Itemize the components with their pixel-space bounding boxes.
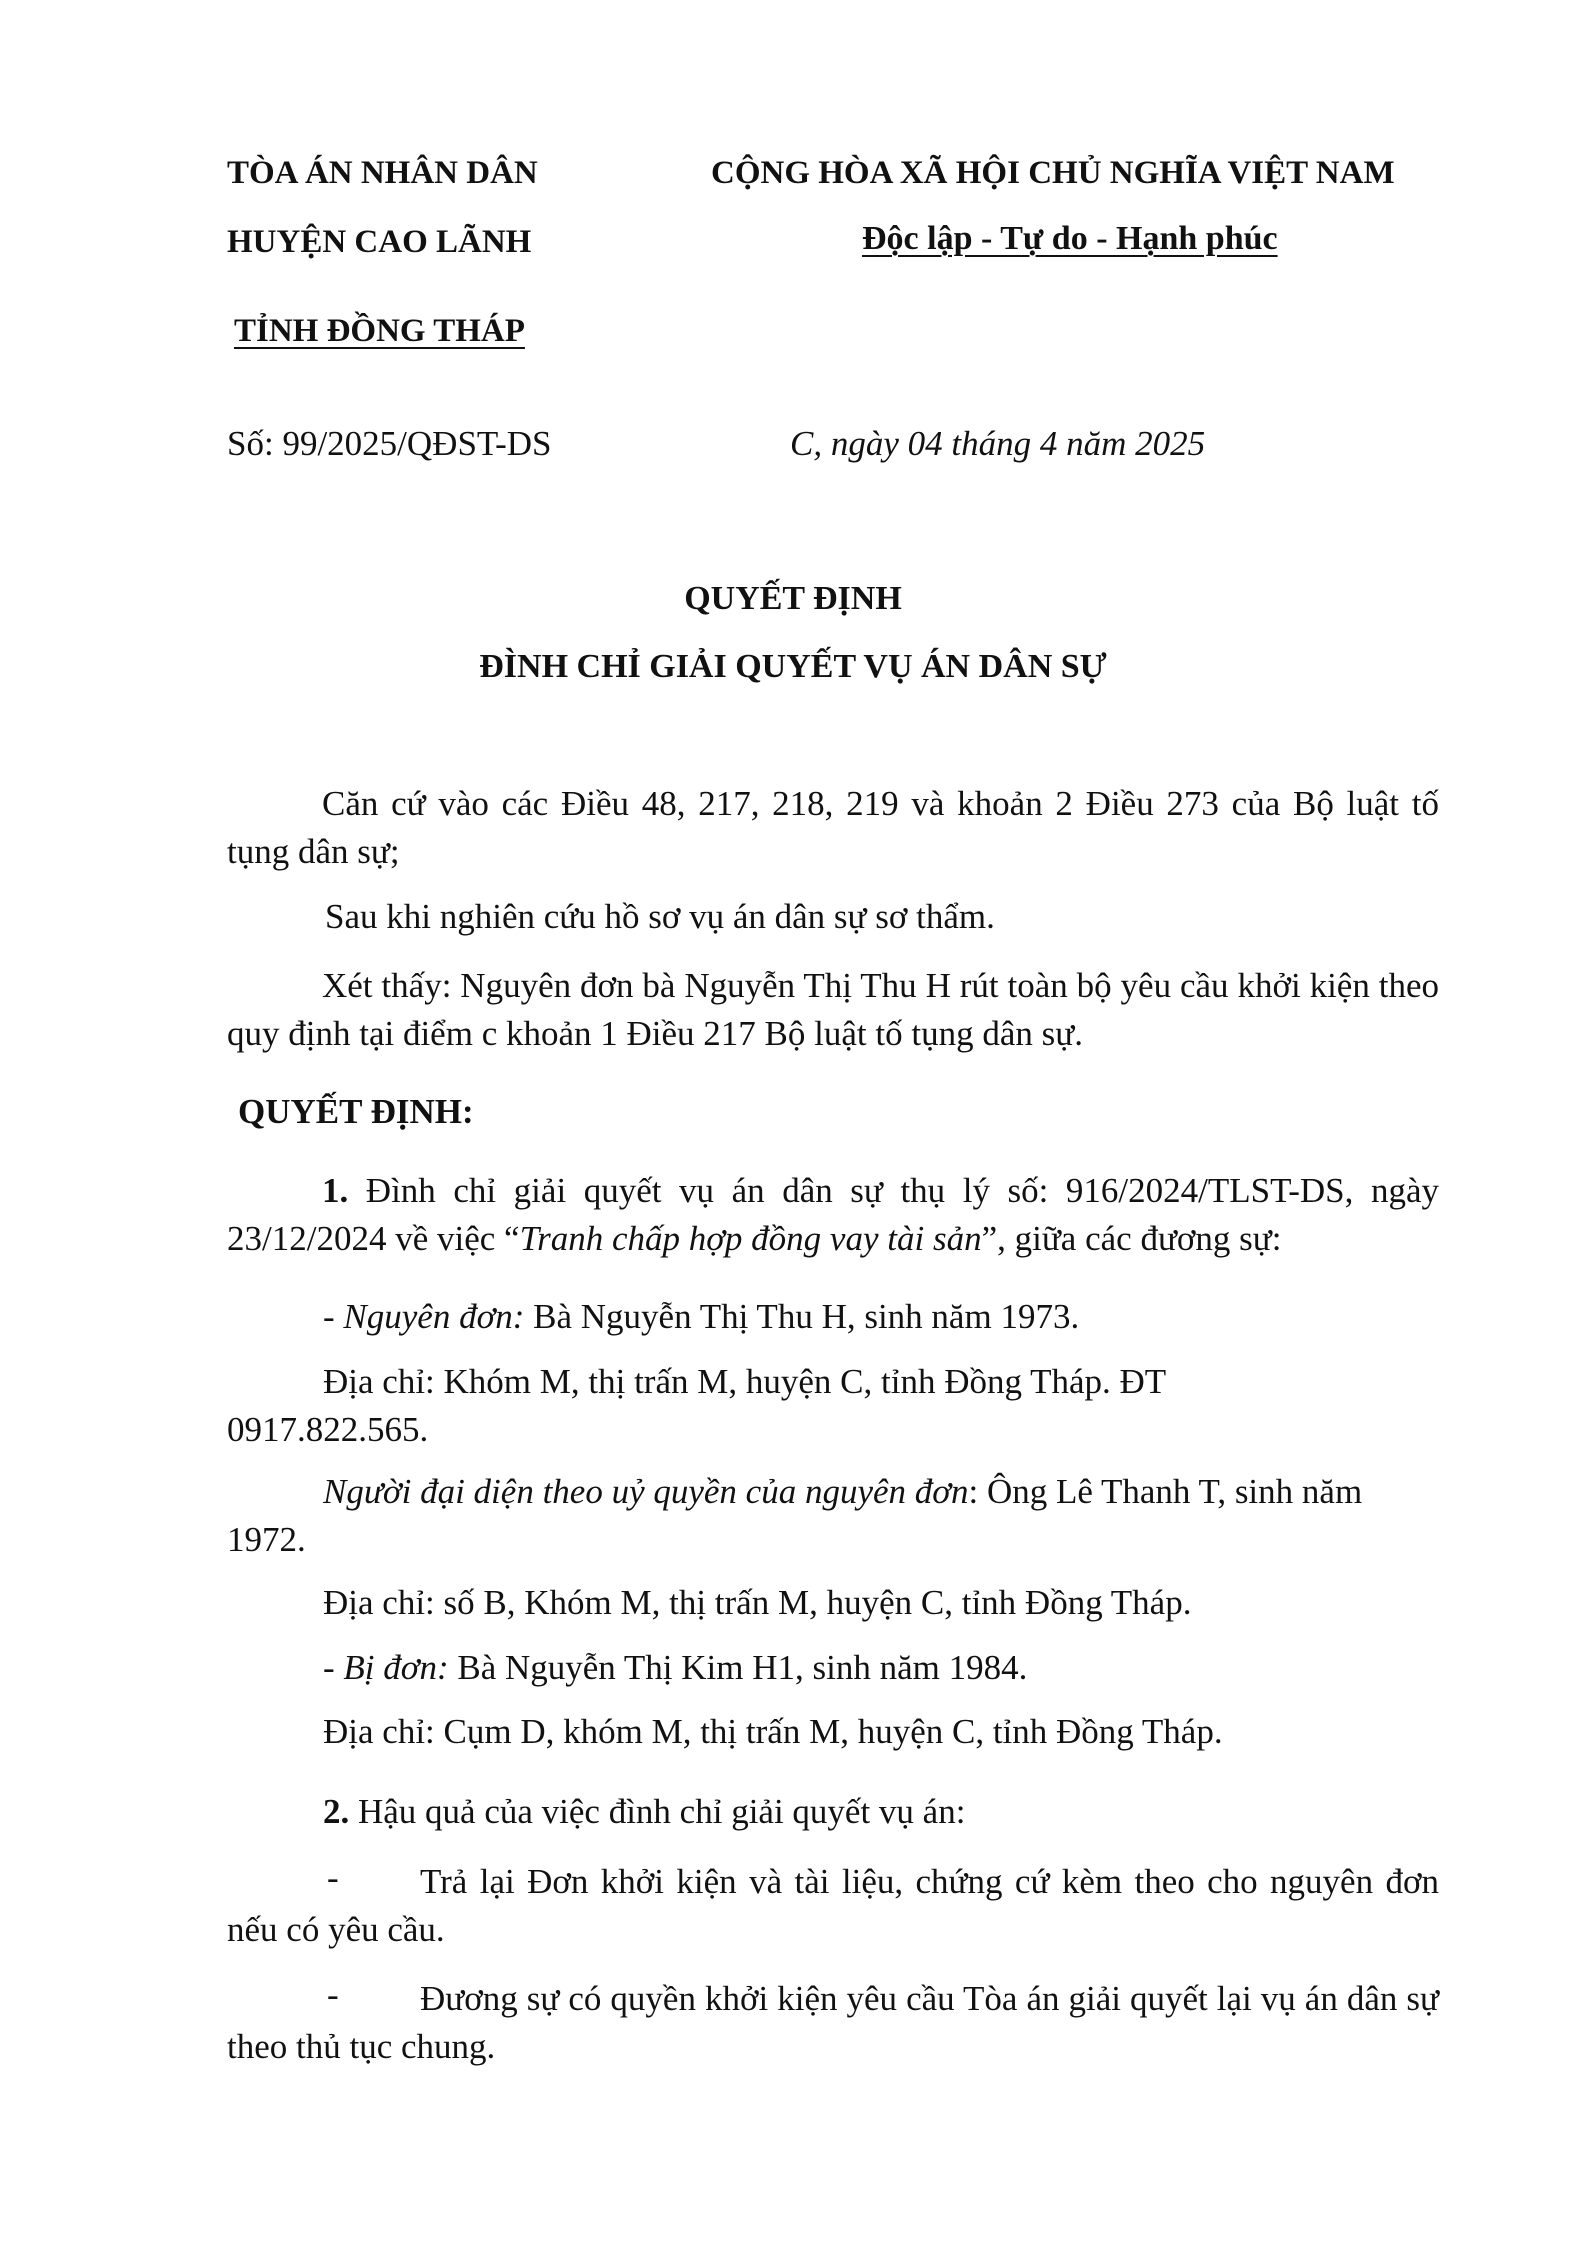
review-paragraph: Sau khi nghiên cứu hồ sơ vụ án dân sự sơ thẩm. [325,897,995,936]
item-2-text: Hậu quả của việc đình chỉ giải quyết vụ án: [349,1792,966,1831]
court-name-line2: HUYỆN CAO LÃNH [227,224,532,260]
bullet-1-text: Trả lại Đơn khởi kiện và tài liệu, chứng cứ kèm theo cho nguyên đơn nếu có yêu cầu. [227,1862,1439,1949]
plaintiff-line [323,1297,1079,1337]
plaintiff-label: Nguyên đơn: [343,1297,525,1336]
national-motto: Độc lập - Tự do - Hạnh phúc [862,220,1278,257]
defendant-dash: - [323,1648,344,1687]
plaintiff-dash: - [323,1297,344,1336]
country-name: CỘNG HÒA XÃ HỘI CHỦ NGHĨA VIỆT NAM [711,155,1395,191]
consideration-paragraph: Xét thấy: Nguyên đơn bà Nguyễn Thị Thu H rút toàn bộ yêu cầu khởi kiện theo quy định tại điểm c khoản 1 Điều 217 Bộ luật tố tụng dân sự. [227,966,1439,1053]
item-1-text-b: ”, giữa các đương sự: [981,1219,1282,1258]
representative-label: Người đại diện theo uỷ quyền của nguyên đơn [323,1472,969,1511]
plaintiff-address: Địa chỉ: Khóm M, thị trấn M, huyện C, tỉnh Đồng Tháp. ĐT [323,1362,1167,1401]
court-name-line3: TỈNH ĐỒNG THÁP [234,313,525,349]
case-subject: Tranh chấp hợp đồng vay tài sản [519,1219,982,1258]
document-number: Số: 99/2025/QĐST-DS [227,424,552,463]
item-1-text-a: Đình chỉ giải quyết vụ án dân sự thụ lý số: 916/2024/TLST-DS, ngày 23/12/2024 về việc “ [227,1171,1439,1258]
legal-basis-paragraph: Căn cứ vào các Điều 48, 217, 218, 219 và khoản 2 Điều 273 của Bộ luật tố tụng dân sự; [227,784,1439,871]
plaintiff-phone: 0917.822.565. [227,1410,429,1449]
representative-year: 1972. [227,1520,306,1559]
decision-item-1 [227,1167,1439,1263]
item-2-number: 2. [323,1792,350,1831]
bullet-2-mark: - [327,1975,339,2014]
item-1-number: 1. [322,1171,349,1210]
document-subtitle: ĐÌNH CHỈ GIẢI QUYẾT VỤ ÁN DÂN SỰ [479,648,1107,685]
representative-value: : Ông Lê Thanh T, sinh năm [968,1472,1363,1511]
decision-item-2 [323,1792,965,1832]
court-name-line1: TÒA ÁN NHÂN DÂN [227,155,538,191]
representative-line [323,1472,1362,1512]
representative-address: Địa chỉ: số B, Khóm M, thị trấn M, huyện C, tỉnh Đồng Tháp. [323,1583,1192,1622]
defendant-address: Địa chỉ: Cụm D, khóm M, thị trấn M, huyện C, tỉnh Đồng Tháp. [323,1712,1223,1751]
defendant-value: Bà Nguyễn Thị Kim H1, sinh năm 1984. [448,1648,1028,1687]
defendant-line [323,1648,1027,1688]
bullet-2-text: Đương sự có quyền khởi kiện yêu cầu Tòa án giải quyết lại vụ án dân sự theo thủ tục chung. [227,1979,1439,2066]
bullet-1-mark: - [327,1858,339,1897]
document-date: C, ngày 04 tháng 4 năm 2025 [790,424,1206,463]
decision-heading: QUYẾT ĐỊNH: [238,1092,474,1131]
defendant-label: Bị đơn: [343,1648,449,1687]
plaintiff-value: Bà Nguyễn Thị Thu H, sinh năm 1973. [524,1297,1080,1336]
document-title: QUYẾT ĐỊNH [684,580,902,617]
